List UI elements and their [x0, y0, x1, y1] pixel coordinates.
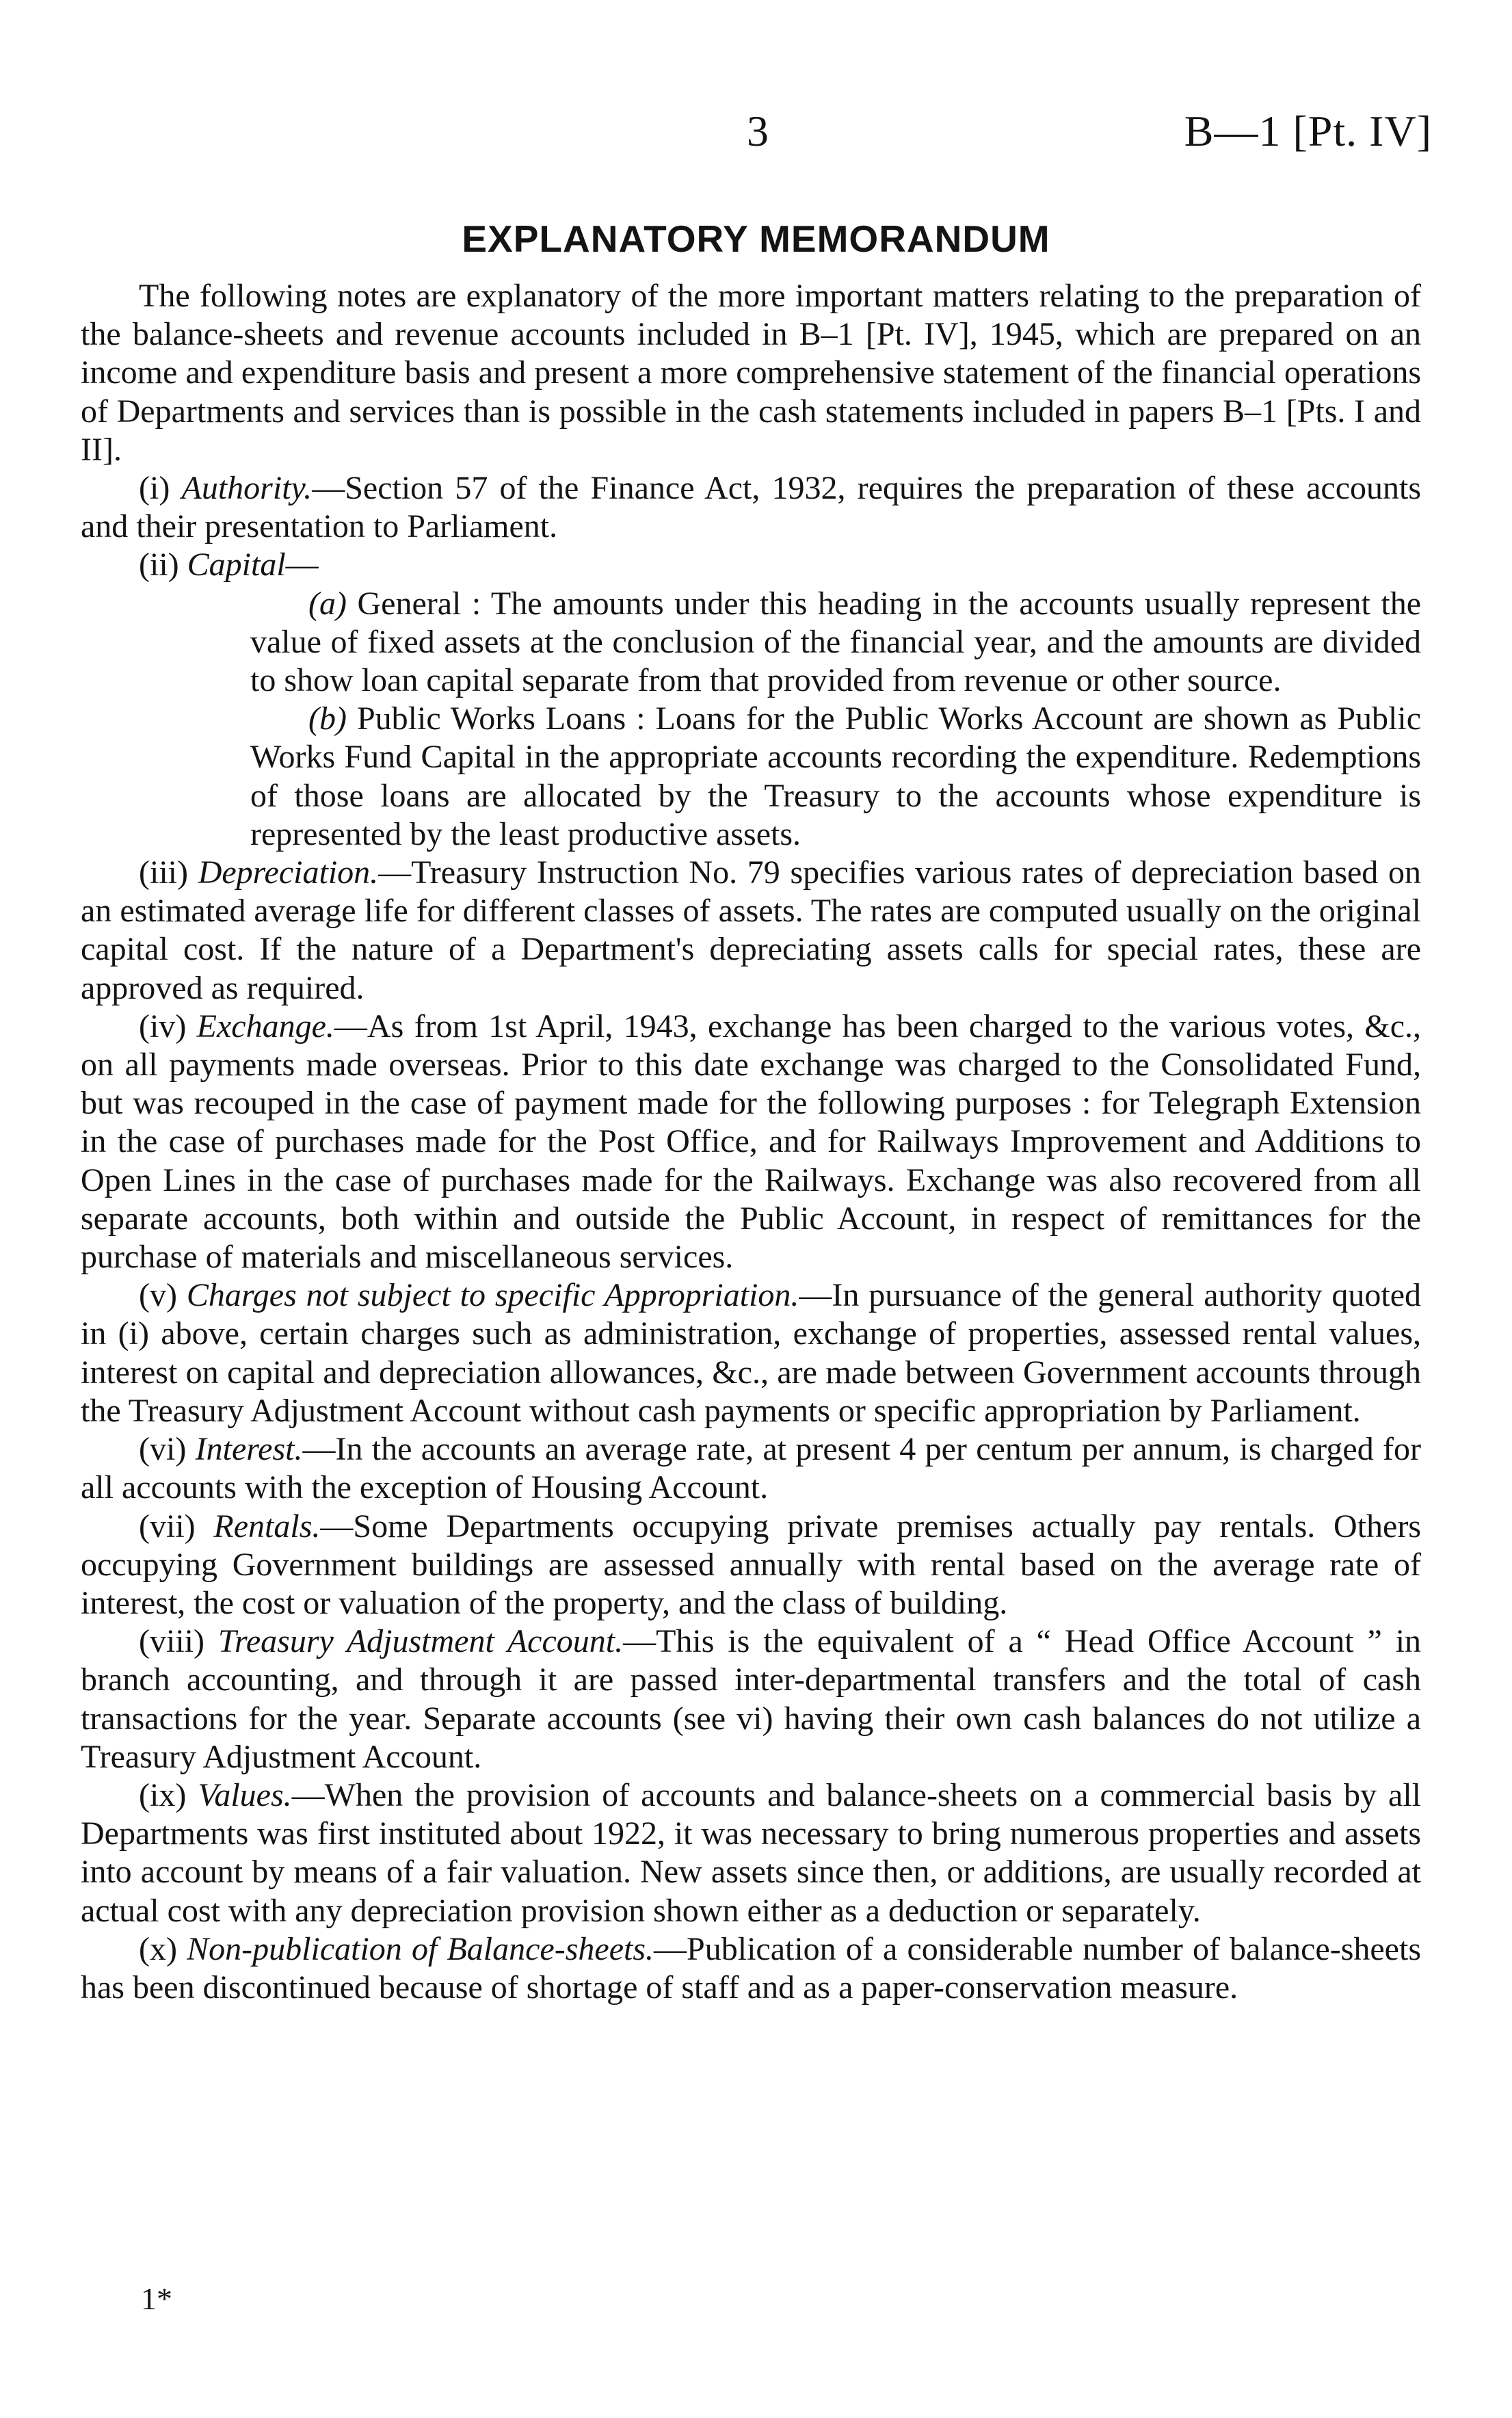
subsection-label: Public Works Loans :	[356, 700, 646, 737]
section-treasury-adjustment	[81, 1622, 1421, 1776]
section-number: (viii)	[139, 1623, 204, 1660]
section-values	[81, 1776, 1421, 1930]
section-number: (i)	[139, 470, 170, 507]
section-number: (ii)	[139, 547, 179, 583]
section-capital	[81, 546, 1421, 584]
subsection-capital-public-works	[250, 700, 1421, 854]
document-reference: B—1 [Pt. IV]	[1184, 107, 1432, 155]
section-authority	[81, 469, 1421, 546]
subsection-label: General :	[357, 585, 481, 622]
page-title: EXPLANATORY MEMORANDUM	[462, 218, 1050, 260]
section-interest	[81, 1430, 1421, 1507]
section-label: Depreciation.	[198, 854, 379, 891]
section-number: (x)	[139, 1930, 177, 1967]
section-non-publication	[81, 1930, 1421, 2007]
section-number: (ix)	[139, 1776, 187, 1813]
section-number: (v)	[139, 1277, 177, 1314]
section-label: Authority.	[181, 470, 313, 507]
section-label: Capital	[187, 547, 286, 583]
section-text: —This is the equivalent of a “ Head Office Account ” in branch accounting, and through it are passed inter-departmental transfers and the total of cash transactions for the year. Separate accounts (see vi) having their own cash balances do not utilize a Treasury Adjustment Account.	[81, 1623, 1422, 1775]
section-text: —Publication of a considerable number of balance-sheets has been discontinued because of shortage of staff and as a paper-conservation measure.	[81, 1930, 1421, 2006]
section-number: (vii)	[139, 1508, 196, 1545]
section-label: Treasury Adjustment Account.	[217, 1623, 624, 1660]
section-text: —In pursuance of the general authority quoted in (i) above, certain charges such as administration, exchange of properties, assessed rental values, interest on capital and depreciation allowances, &c., are made between Government accounts through the Treasury Adjustment Account without cash payments or specific appropriation by Parliament.	[81, 1277, 1421, 1429]
signature-mark: 1*	[141, 2281, 172, 2316]
section-text: —In the accounts an average rate, at present 4 per centum per annum, is charged for all accounts with the exception of Housing Account.	[81, 1431, 1422, 1506]
section-exchange	[81, 1008, 1421, 1276]
page-number: 3	[747, 107, 769, 155]
subsection-number: (a)	[308, 585, 347, 622]
memorandum-body	[81, 277, 1421, 2007]
subsection-capital-general	[250, 585, 1421, 700]
section-text: —When the provision of accounts and balance-sheets on a commercial basis by all Departments was first instituted about 1922, it was necessary to bring numerous properties and assets into account by means of a fair valuation. New assets since then, or additions, are usually recorded at actual cost with any depreciation provision shown either as a deduction or separately.	[81, 1776, 1422, 1929]
section-label: Charges not subject to specific Appropriation.	[186, 1277, 799, 1314]
section-label: Rentals.	[213, 1508, 321, 1545]
section-charges	[81, 1276, 1421, 1430]
section-number: (iv)	[139, 1008, 187, 1044]
section-text: —Section 57 of the Finance Act, 1932, requires the preparation of these accounts and their presentation to Parliament.	[81, 470, 1422, 545]
section-number: (vi)	[139, 1431, 187, 1468]
section-text: —As from 1st April, 1943, exchange has been charged to the various votes, &c., on all payments made overseas. Prior to this date exchange was charged to the Consolidated Fund, but was recouped in the case of payment made for the following purposes : for Telegraph Extension in the case of purchases made for the Post Office, and for Railways Improvement and Additions to Open Lines in the case of purchases made for the Railways. Exchange was also recovered from all separate accounts, both within and outside the Public Account, in respect of remittances for the purchase of materials and miscellaneous services.	[81, 1008, 1421, 1276]
section-text: —Treasury Instruction No. 79 specifies various rates of depreciation based on an estimated average life for different classes of assets. The rates are computed usually on the original capital cost. If the nature of a Department's depreciating assets calls for special rates, these are approved as required.	[81, 854, 1422, 1006]
section-text: —Some Departments occupying private premises actually pay rentals. Others occupying Government buildings are assessed annually with rental based on the average rate of interest, the cost or valuation of the property, and the class of building.	[81, 1508, 1422, 1621]
subsection-text: The amounts under this heading in the accounts usually represent the value of fixed assets at the conclusion of the financial year, and the amounts are divided to show loan capital separate from that provided from revenue or other source.	[250, 585, 1422, 699]
section-rentals	[81, 1508, 1421, 1623]
intro-paragraph: The following notes are explanatory of the more important matters relating to the preparation of the balance-sheets and revenue accounts included in B–1 [Pt. IV], 1945, which are prepared on an income and expenditure basis and present a more comprehensive statement of the financial operations of Departments and services than is possible in the cash statements included in papers B–1 [Pts. I and II].	[81, 278, 1421, 468]
section-label: Values.	[198, 1776, 292, 1813]
subsection-number: (b)	[308, 700, 347, 737]
section-label: Interest.	[195, 1431, 303, 1468]
section-depreciation	[81, 854, 1421, 1008]
section-dash: —	[285, 547, 319, 583]
subsection-text: Loans for the Public Works Account are shown as Public Works Fund Capital in the appropriate accounts recording the expenditure. Redemptions of those loans are allocated by the Treasury to the accounts whose expenditure is represented by the least productive assets.	[250, 700, 1422, 852]
section-label: Non-publication of Balance-sheets.	[187, 1930, 654, 1967]
section-label: Exchange.	[196, 1008, 334, 1044]
section-number: (iii)	[139, 854, 188, 891]
